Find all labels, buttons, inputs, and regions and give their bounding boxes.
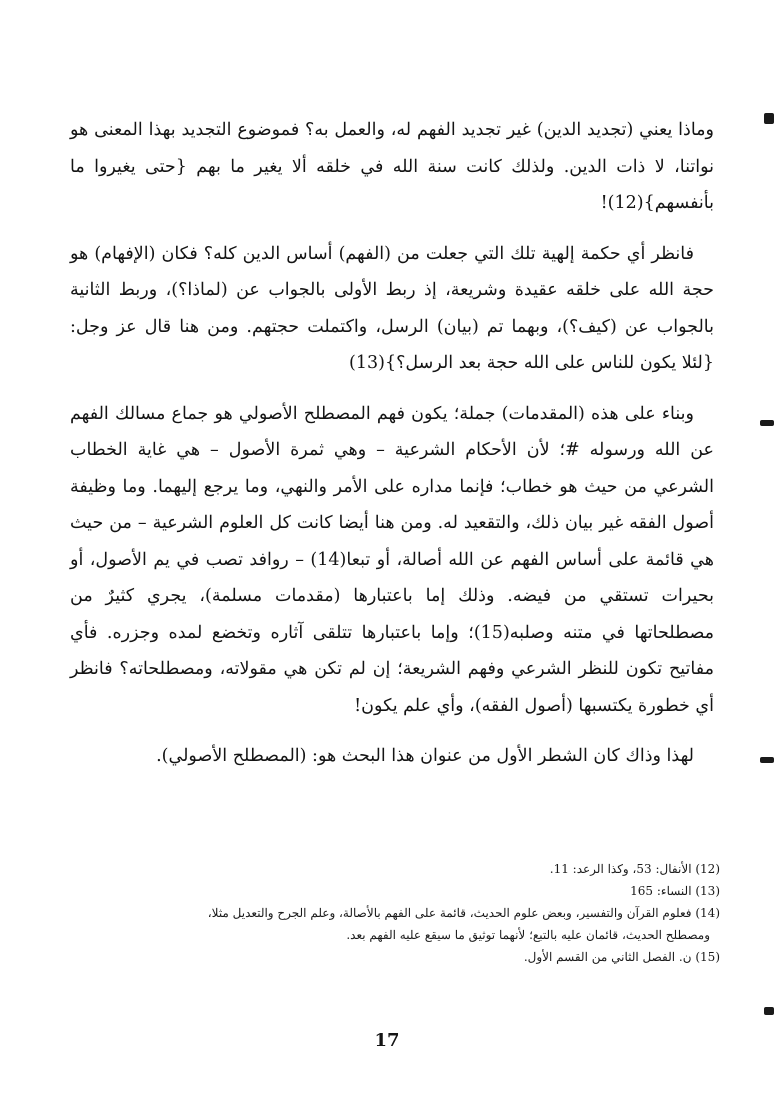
footnote-14: (14) فعلوم القرآن والتفسير، وبعض علوم الحديث، قائمة على الفهم بالأصالة، وعلم الجرح والتعديل مثلا،	[207, 906, 720, 920]
footnotes	[40, 858, 720, 968]
paragraph-renewal: وماذا يعني (تجديد الدين) غير تجديد الفهم له، والعمل به؟ فموضوع التجديد بهذا المعنى هو نواتنا، لا ذات الدين. ولذلك كانت سنة الله في خلقه ألا يغير ما بهم {حتى يغيروا ما بأنفسهم}(12)!	[70, 120, 714, 213]
footnote-14-continued: ومصطلح الحديث، قائمان عليه بالتبع؛ لأنهما توثيق ما سيقع عليه الفهم بعد.	[346, 928, 710, 942]
scan-edge-mark	[764, 1007, 774, 1015]
body-text	[70, 112, 714, 789]
footnote-12: (12) الأنفال: 53، وكذا الرعد: 11.	[549, 862, 720, 876]
footnote-13: (13) النساء: 165	[630, 884, 720, 898]
scan-edge-mark	[760, 757, 774, 763]
scan-edge-mark	[760, 420, 774, 426]
footnote-15: (15) ن. الفصل الثاني من القسم الأول.	[523, 950, 720, 964]
paragraph-understanding: فانظر أي حكمة إلهية تلك التي جعلت من (الفهم) أساس الدين كله؟ فكان (الإفهام) هو حجة الله على خلقه عقيدة وشريعة، إذ ربط الأولى بالجواب عن (لماذا؟)، وربط الثانية بالجواب عن (كيف؟)، وبهما تم (بيان) الرسل، واكتملت حجتهم. ومن هنا قال عز وجل: {لئلا يكون للناس على الله حجة بعد الرسل؟}(13)	[70, 243, 714, 373]
scan-edge-mark	[764, 113, 774, 124]
paragraph-premises: وبناء على هذه (المقدمات) جملة؛ يكون فهم المصطلح الأصولي هو جماع مسالك الفهم عن الله ورسوله #؛ لأن الأحكام الشرعية – وهي ثمرة الأصول – هي غاية الخطاب الشرعي من حيث هو خطاب؛ فإنما مداره على الأمر والنهي، وما يرجع إليهما. وما وظيفة أصول الفقه غير بيان ذلك، والتقعيد له. ومن هنا أيضا كانت كل العلوم الشرعية – من حيث هي قائمة على أساس الفهم عن الله أصالة، أو تبعا(14) – روافد تصب في يم الأصول، أو بحيرات تستقي من فيضه. وذلك إما باعتبارها (مقدمات مسلمة)، يجري كثيرٌ من مصطلحاتها في متنه وصلبه(15)؛ وإما باعتبارها تتلقى آثاره وتخضع لمده وجزره. فأي مفاتيح تكون للنظر الشرعي وفهم الشريعة؛ إن لم تكن هي مقولاته، ومصطلحاته؟ فانظر أي خطورة يكتسبها (أصول الفقه)، وأي علم يكون!	[70, 403, 714, 716]
page-number: 17	[374, 1030, 400, 1051]
paragraph-conclusion: لهذا وذاك كان الشطر الأول من عنوان هذا البحث هو: (المصطلح الأصولي).	[156, 746, 694, 766]
